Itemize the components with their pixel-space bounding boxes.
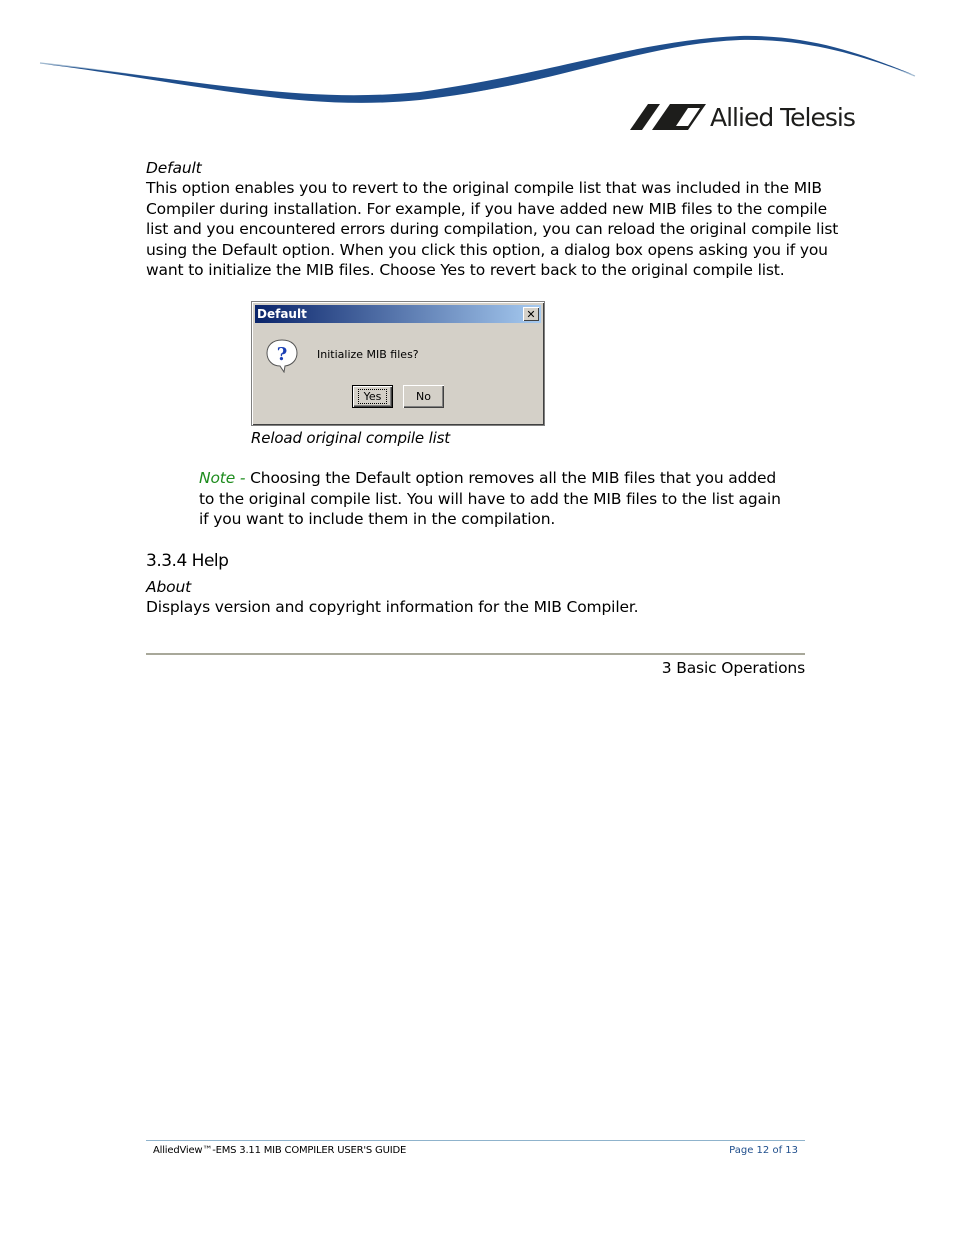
- dialog-message: Initialize MIB files?: [317, 348, 419, 361]
- logo-text: Allied Telesis: [710, 102, 855, 132]
- dialog-titlebar: [255, 305, 541, 323]
- figure-caption: Reload original compile list: [251, 429, 451, 447]
- default-paragraph: [146, 178, 838, 281]
- paragraph-line: list and you encountered errors during compilation, you can reload the original compile list: [146, 220, 839, 238]
- svg-text:?: ?: [276, 344, 288, 365]
- no-button[interactable]: No: [403, 385, 444, 408]
- note-block: [199, 468, 781, 530]
- paragraph-line: using the Default option. When you click this option, a dialog box opens asking you if you: [146, 240, 828, 259]
- yes-button-label: Yes: [358, 389, 388, 404]
- default-heading: Default: [146, 159, 202, 177]
- allied-telesis-logo: [630, 100, 855, 134]
- section-divider: [146, 653, 805, 655]
- help-heading: 3.3.4 Help: [146, 551, 229, 571]
- paragraph-line: This option enables you to revert to the original compile list that was included in the MIB: [146, 179, 822, 197]
- note-label: Note -: [199, 469, 246, 487]
- footer-guide-title: AlliedView™-EMS 3.11 MIB COMPILER USER'S GUIDE: [153, 1145, 407, 1156]
- chapter-label: 3 Basic Operations: [661, 659, 805, 677]
- yes-button[interactable]: [352, 385, 393, 408]
- footer-divider: [146, 1140, 805, 1141]
- logo-mark-icon: [630, 104, 706, 130]
- note-line-3: if you want to include them in the compilation.: [199, 510, 556, 528]
- about-text: Displays version and copyright information for the MIB Compiler.: [146, 598, 639, 616]
- footer-page-number: Page 12 of 13: [729, 1145, 798, 1156]
- question-icon: [264, 337, 300, 373]
- note-line-1: [199, 468, 781, 489]
- note-text: Choosing the Default option removes all the MIB files that you added: [250, 469, 777, 487]
- about-subheading: About: [146, 578, 192, 596]
- paragraph-line: want to initialize the MIB files. Choose Yes to revert back to the original compile list.: [146, 261, 785, 279]
- dialog-title: Default: [257, 307, 307, 321]
- default-dialog: [251, 301, 545, 426]
- note-line-2: to the original compile list. You will have to add the MIB files to the list again: [199, 489, 781, 508]
- close-icon[interactable]: ✕: [523, 307, 539, 321]
- paragraph-line: Compiler during installation. For example, if you have added new MIB files to the compile: [146, 199, 827, 218]
